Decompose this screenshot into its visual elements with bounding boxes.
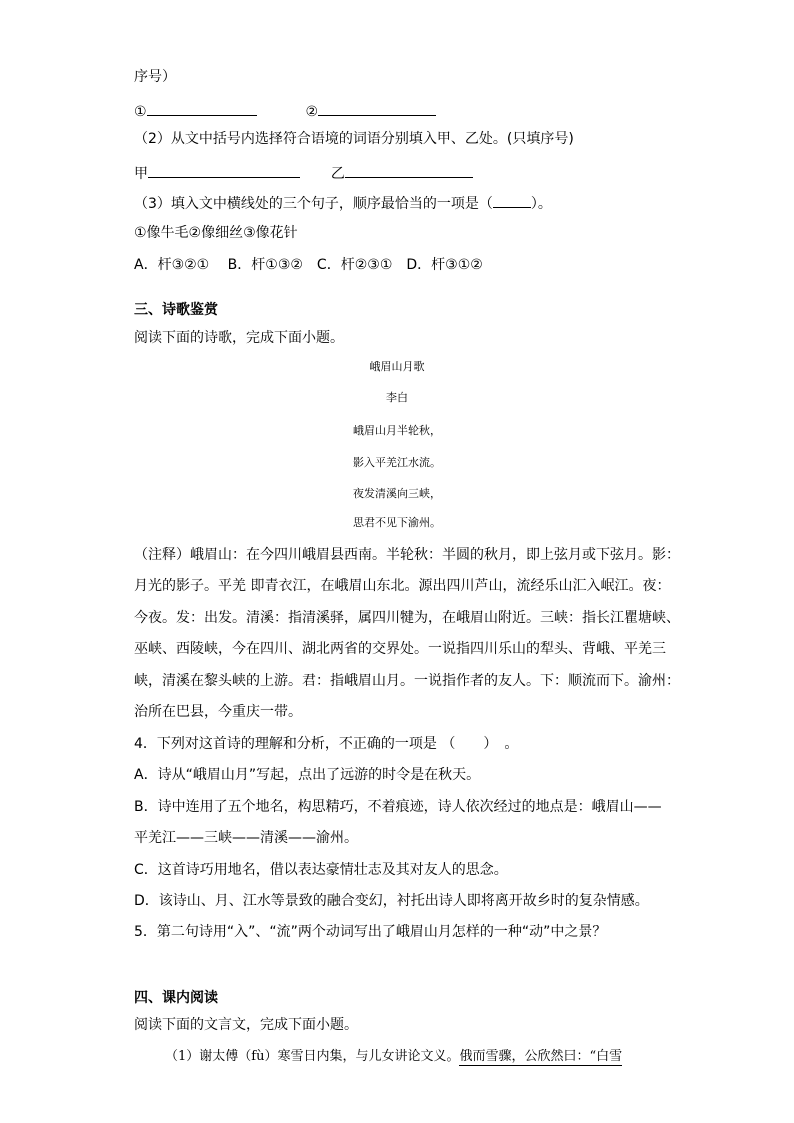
answer-blank-1[interactable]	[147, 100, 257, 116]
poem-author: 李白	[386, 391, 408, 404]
blank-label-1: ①	[134, 104, 147, 120]
question-4-option-d: D．该诗山、月、江水等景致的融合变幻，衬托出诗人即将离开故乡时的复杂情感。	[134, 893, 649, 909]
sequence-items: ①像牛毛②像细丝③像花针	[134, 225, 298, 241]
section-4-title: 四、课内阅读	[134, 990, 218, 1006]
question-3: （3）填入文中横线处的三个句子，顺序最恰当的一项是（ ）。	[134, 193, 552, 213]
question-continuation: 序号）	[134, 69, 176, 85]
note-line-1: （注释）峨眉山：在今四川峨眉县西南。半轮秋：半圆的秋月，即上弦月或下弦月。影：	[134, 547, 680, 563]
classical-text-line	[165, 1045, 622, 1064]
question-4: 4．下列对这首诗的理解和分析，不正确的一项是 （ ） 。	[134, 736, 519, 752]
question-4-option-b: B．诗中连用了五个地名，构思精巧，不着痕迹，诗人依次经过的地点是：峨眉山——	[134, 799, 662, 815]
section-3-intro: 阅读下面的诗歌，完成下面小题。	[134, 330, 344, 346]
blank-label-2: ②	[305, 104, 319, 120]
question-2: （2）从文中括号内选择符合语境的词语分别填入甲、乙处。(只填序号)	[134, 131, 574, 147]
note-line-6: 治所在巴县，今重庆一带。	[134, 704, 302, 720]
note-line-4: 巫峡、西陵峡，今在四川、湖北两省的交界处。一说指四川乐山的犁头、背峨、平羌三	[134, 641, 666, 657]
blank-label-yi: 乙	[330, 166, 345, 182]
blank-label-jia: 甲	[134, 166, 148, 182]
poem-line-2: 影入平羌江水流。	[353, 456, 441, 469]
section-3-title: 三、诗歌鉴赏	[134, 302, 218, 318]
question-4-option-b-cont: 平羌江——三峡——清溪——渝州。	[134, 830, 358, 846]
poem-line-3: 夜发清溪向三峡，	[353, 487, 441, 500]
classical-text-plain: （1）谢太傅（fù）寒雪日内集，与儿女讲论文义。	[165, 1049, 460, 1064]
question-4-option-a: A．诗从“峨眉山月”写起，点出了远游的时令是在秋天。	[134, 767, 481, 783]
question-4-option-c: C．这首诗巧用地名，借以表达豪情壮志及其对友人的思念。	[134, 862, 508, 878]
section-4-intro: 阅读下面的文言文，完成下面小题。	[134, 1017, 358, 1033]
answer-row-1	[134, 100, 436, 121]
answer-row-2	[134, 162, 473, 183]
poem-line-1: 峨眉山月半轮秋，	[353, 424, 441, 437]
answer-blank-3[interactable]	[493, 193, 531, 208]
question-3-options: A．杆③②① B．杆①③② C．杆②③① D．杆③①②	[134, 257, 483, 273]
poem-line-4: 思君不见下渝州。	[353, 516, 441, 529]
answer-blank-2[interactable]	[318, 100, 436, 116]
answer-blank-yi[interactable]	[345, 162, 473, 178]
classical-text-underlined: 俄而雪骤，公欣然曰：“白雪	[459, 1049, 623, 1064]
poem-title: 峨眉山月歌	[369, 360, 425, 373]
question-5: 5．第二句诗用“入”、“流”两个动词写出了峨眉山月怎样的一种“动”中之景？	[134, 924, 607, 940]
answer-blank-jia[interactable]	[148, 162, 300, 178]
note-line-3: 今夜。发：出发。清溪：指清溪驿，属四川犍为，在峨眉山附近。三峡：指长江瞿塘峡、	[134, 610, 680, 626]
note-line-2: 月光的影子。平羌 即青衣江，在峨眉山东北。源出四川芦山，流经乐山汇入岷江。夜：	[134, 578, 671, 594]
note-line-5: 峡，清溪在黎头峡的上游。君：指峨眉山月。一说指作者的友人。下：顺流而下。渝州：	[134, 673, 680, 689]
